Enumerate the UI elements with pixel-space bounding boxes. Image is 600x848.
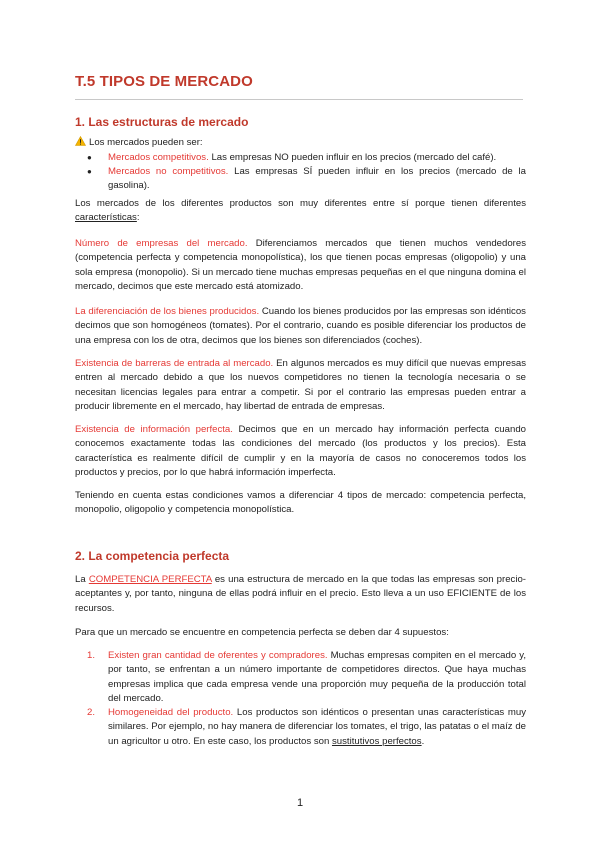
paragraph-number-of-firms — [75, 237, 526, 295]
underlined-term: sustitutivos perfectos — [331, 735, 422, 747]
section-1-heading: 1. Las estructuras de mercado — [75, 115, 249, 129]
list-item — [75, 165, 526, 193]
bullet-text: Las empresas SÍ pueden influir en los precios (mercado de la gasolina). — [108, 166, 527, 192]
list-item — [75, 706, 526, 749]
paragraph-perfect-information — [75, 423, 526, 481]
underlined-term: características — [75, 212, 137, 224]
item-term: Homogeneidad del producto. — [108, 707, 234, 719]
paragraph-text: Cuando los bienes producidos por las empresas son idénticos decimos que son homogéneos (tomates). Por el contrario, cuando es posible diferenciar los productos de una empresa con los de otra, decimos que los bienes son diferenciados (coches). — [75, 306, 526, 346]
paragraph-market-types-summary: Teniendo en cuenta estas condiciones vamos a diferenciar 4 tipos de mercado: competencia perfecta, monopolio, oligopolio y competencia monopolística. — [75, 490, 526, 516]
paragraph-term: Número de empresas del mercado. — [75, 238, 248, 249]
warning-icon — [75, 136, 86, 151]
paragraph-text: Decimos que en un mercado hay información perfecta cuando conocemos exactamente todas las condiciones del mercado (los productos y los precios). Esta característica es realmente difícil de cumplir y en la mayoría de casos no conoceremos todos los productos y precios, por lo que habrá información imperfecta. — [75, 424, 526, 479]
paragraph-text: Diferenciamos mercados que tienen muchos vendedores (competencia perfecta y competencia monopolística), los que tienen pocas empresas (oligopolio) y una sola empresa (monopolio). Si un mercado tiene muchas empresas pequeñas en el que ninguna domina el mercado, decimos que este mercado está atomizado. — [75, 238, 526, 293]
paragraph-term: COMPETENCIA PERFECTA — [88, 574, 212, 585]
intro-text: Los mercados pueden ser: — [89, 137, 203, 148]
list-item — [75, 649, 526, 706]
item-term: Existen gran cantidad de oferentes y compradores. — [108, 650, 328, 661]
paragraph-text: La — [75, 574, 89, 585]
paragraph-term: La diferenciación de los bienes producidos. — [75, 306, 260, 317]
assumptions-list — [75, 649, 526, 749]
paragraph-text: Los mercados de los diferentes productos son muy diferentes entre sí porque tienen diferentes — [75, 198, 526, 209]
list-number: 1. — [87, 650, 96, 661]
item-text: Los productos son idénticos o presentan unas características muy similares. Por ejemplo, no hay manera de diferenciar los tomates, el trigo, las patatas o el maíz de un agricultor u otro. En este caso, los productos son — [108, 707, 526, 747]
page-number: 1 — [296, 797, 304, 809]
document-title: T.5 TIPOS DE MERCADO — [75, 73, 253, 90]
paragraph-entry-barriers — [75, 357, 526, 415]
paragraph-assumptions-intro: Para que un mercado se encuentre en competencia perfecta se deben dar 4 supuestos: — [75, 627, 449, 638]
paragraph-perfect-competition-definition — [75, 573, 526, 616]
item-text: Muchas empresas compiten en el mercado y, por tanto, se enfrentan a un número importante de competidores directos. Que haya muchas empresas implica que cada empresa vende una proporción muy pequeña de la producción total del mercado. — [108, 650, 526, 704]
item-end: . — [421, 735, 425, 747]
characteristics-intro — [75, 197, 526, 226]
list-number: 2. — [87, 707, 96, 719]
section-2-heading: 2. La competencia perfecta — [75, 549, 230, 563]
section-1-intro — [75, 136, 526, 151]
bullet-term: Mercados no competitivos. — [108, 166, 229, 178]
bullet-term: Mercados competitivos. — [108, 152, 209, 163]
paragraph-product-differentiation — [75, 305, 526, 348]
list-item — [75, 151, 526, 165]
market-type-list — [75, 151, 526, 194]
paragraph-text: es una estructura de mercado en la que todas las empresas son precio-aceptantes y, por tanto, ninguna de ellas podrá influir en el precio. Esto lleva a un uso EFICIENTE de los recursos. — [75, 574, 526, 614]
title-divider — [75, 99, 523, 100]
paragraph-term: Existencia de barreras de entrada al mercado. — [75, 358, 274, 369]
bullet-text: Las empresas NO pueden influir en los precios (mercado del café). — [208, 152, 497, 163]
paragraph-term: Existencia de información perfecta. — [75, 424, 233, 435]
paragraph-text: En algunos mercados es muy difícil que nuevas empresas entren al mercado debido a que los nuevos competidores no tienen la tecnología necesaria o se necesitan licencias legales para entrar a competir. Si por el contrario las empresas pueden entrar a producir libremente en el mercado, hay libertad de entrada de empresas. — [75, 358, 526, 413]
paragraph-end: : — [136, 212, 140, 224]
